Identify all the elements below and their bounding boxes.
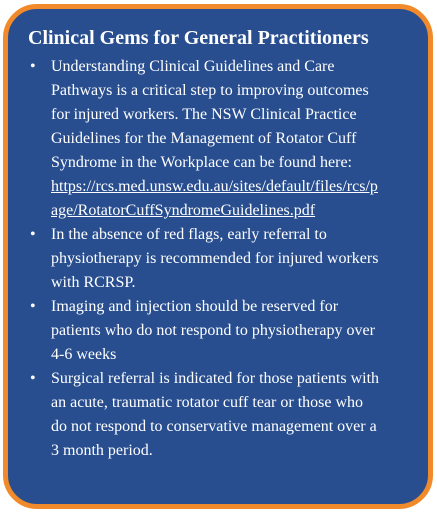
list-item-text-line: Syndrome in the Workplace can be found here:: [51, 154, 352, 171]
list-item-text-line: physiotherapy is recommended for injured workers: [51, 250, 379, 267]
list-item: [28, 223, 428, 295]
list-item-text-line: Imaging and injection should be reserved for: [51, 298, 339, 315]
bullet-icon: •: [30, 58, 36, 75]
list-item: [28, 55, 428, 223]
guidelines-link-continued[interactable]: age/RotatorCuffSyndromeGuidelines.pdf: [51, 202, 316, 219]
list-item-text-line: Guidelines for the Management of Rotator Cuff: [51, 130, 357, 147]
bullet-icon: •: [30, 370, 36, 387]
list-item: [28, 367, 428, 463]
guidelines-link[interactable]: https://rcs.med.unsw.edu.au/sites/default/files/rcs/p: [51, 178, 378, 195]
clinical-gems-card: [3, 4, 433, 509]
list-item-text-line: patients who do not respond to physiotherapy over: [51, 322, 375, 339]
list-item-text-line: do not respond to conservative management over a: [51, 418, 377, 435]
card-title: Clinical Gems for General Practitioners: [28, 27, 369, 49]
list-item-text-line: Surgical referral is indicated for those patients with: [51, 370, 380, 387]
bullet-icon: •: [30, 226, 36, 243]
list-item-text-line: for injured workers. The NSW Clinical Practice: [51, 106, 357, 123]
list-item: [28, 295, 428, 367]
list-item-text-line: In the absence of red flags, early referral to: [51, 226, 327, 243]
list-item-text-line: Pathways is a critical step to improving outcomes: [51, 82, 369, 99]
list-item-text-line: with RCRSP.: [51, 274, 136, 291]
bullet-icon: •: [30, 298, 36, 315]
list-item-text-line: Understanding Clinical Guidelines and Care: [51, 58, 335, 75]
gems-list: [28, 55, 428, 463]
list-item-text-line: 4-6 weeks: [51, 346, 117, 363]
list-item-text-line: an acute, traumatic rotator cuff tear or those who: [51, 394, 364, 411]
list-item-text-line: 3 month period.: [51, 442, 153, 459]
